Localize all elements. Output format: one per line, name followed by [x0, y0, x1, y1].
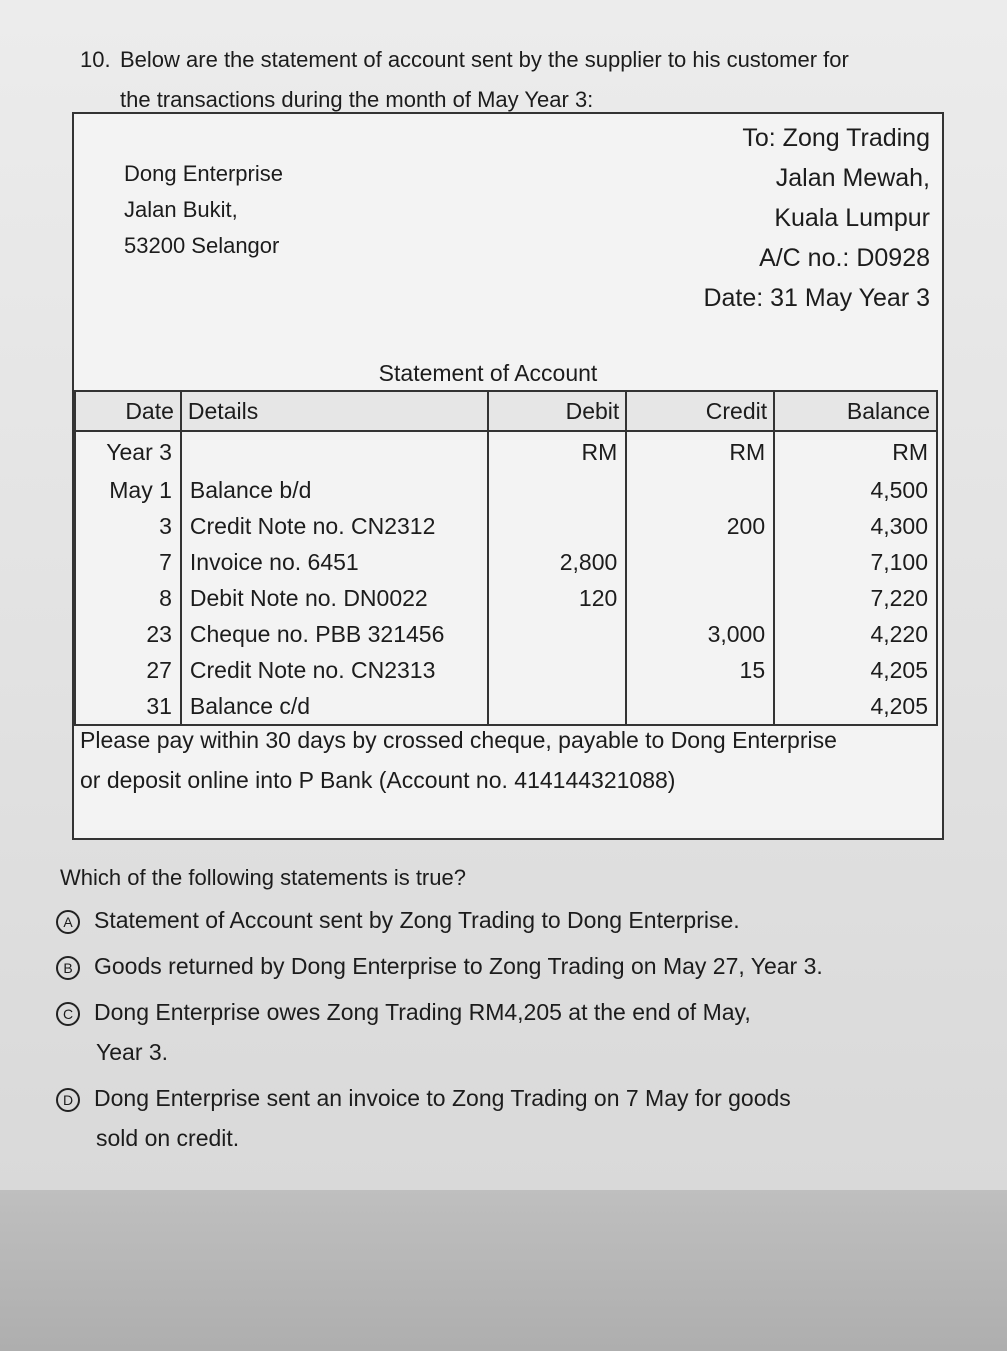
row-details: Balance c/d [181, 688, 489, 725]
account-number: A/C no.: D0928 [759, 244, 930, 272]
row-balance: 4,300 [774, 508, 937, 544]
sender-street: Jalan Bukit, [124, 197, 238, 222]
unit-row [75, 431, 937, 472]
option-a[interactable] [56, 900, 916, 940]
intro-line-2: the transactions during the month of May Year 3: [120, 87, 594, 112]
row-credit: 15 [626, 652, 774, 688]
row-credit [626, 544, 774, 580]
row-credit: 200 [626, 508, 774, 544]
row-credit [626, 580, 774, 616]
row-details: Credit Note no. CN2313 [181, 652, 489, 688]
header-details: Details [181, 391, 489, 431]
statement-document [72, 112, 944, 840]
table-row [75, 652, 937, 688]
sender-address [124, 156, 283, 264]
intro-line-1: Below are the statement of account sent by the supplier to his customer for [120, 47, 849, 72]
option-d-text-cont: sold on credit. [96, 1125, 240, 1151]
table-row [75, 616, 937, 652]
account-table [74, 390, 938, 726]
row-details: Cheque no. PBB 321456 [181, 616, 489, 652]
option-a-text: Statement of Account sent by Zong Trading to Dong Enterprise. [94, 907, 740, 933]
row-debit [488, 652, 626, 688]
sender-city: 53200 Selangor [124, 233, 280, 258]
option-b[interactable] [56, 946, 916, 986]
option-c-text: Dong Enterprise owes Zong Trading RM4,205 at the end of May, [94, 999, 751, 1025]
table-row [75, 472, 937, 508]
table-row [75, 544, 937, 580]
row-debit: 2,800 [488, 544, 626, 580]
row-debit: 120 [488, 580, 626, 616]
row-date: 3 [75, 508, 181, 544]
row-balance: 7,220 [774, 580, 937, 616]
option-d[interactable] [56, 1078, 916, 1158]
header-credit: Credit [626, 391, 774, 431]
option-d-text: Dong Enterprise sent an invoice to Zong Trading on 7 May for goods [94, 1085, 791, 1111]
unit-debit: RM [488, 431, 626, 472]
recipient-address [703, 118, 930, 318]
header-debit: Debit [488, 391, 626, 431]
statement-date: Date: 31 May Year 3 [703, 284, 930, 312]
row-date: 31 [75, 688, 181, 725]
header-date: Date [75, 391, 181, 431]
row-date: 23 [75, 616, 181, 652]
row-details: Credit Note no. CN2312 [181, 508, 489, 544]
header-balance: Balance [774, 391, 937, 431]
row-details: Balance b/d [181, 472, 489, 508]
unit-details [181, 431, 489, 472]
row-debit [488, 472, 626, 508]
unit-credit: RM [626, 431, 774, 472]
payment-note [80, 720, 930, 800]
background-surface [0, 1190, 1007, 1351]
option-c-text-cont: Year 3. [96, 1039, 169, 1065]
row-credit: 3,000 [626, 616, 774, 652]
question-number: 10. [80, 47, 111, 72]
row-date: 27 [75, 652, 181, 688]
unit-year: Year 3 [75, 431, 181, 472]
row-balance: 4,205 [774, 688, 937, 725]
recipient-street: Jalan Mewah, [775, 164, 930, 192]
option-a-marker: A [56, 910, 80, 934]
option-d-marker: D [56, 1088, 80, 1112]
option-b-marker: B [56, 956, 80, 980]
question-intro [80, 40, 960, 120]
row-details: Invoice no. 6451 [181, 544, 489, 580]
row-details: Debit Note no. DN0022 [181, 580, 489, 616]
recipient-name: To: Zong Trading [742, 124, 930, 152]
payment-note-line-2: or deposit online into P Bank (Account no. 414144321088) [80, 767, 676, 793]
row-date: 7 [75, 544, 181, 580]
table-row [75, 580, 937, 616]
row-date: 8 [75, 580, 181, 616]
row-debit [488, 508, 626, 544]
row-balance: 4,220 [774, 616, 937, 652]
unit-balance: RM [774, 431, 937, 472]
payment-note-line-1: Please pay within 30 days by crossed cheque, payable to Dong Enterprise [80, 727, 837, 753]
row-debit [488, 616, 626, 652]
sender-name: Dong Enterprise [124, 161, 283, 186]
table-row [75, 508, 937, 544]
option-c[interactable] [56, 992, 916, 1072]
row-credit [626, 472, 774, 508]
statement-title [74, 360, 942, 387]
row-date: May 1 [75, 472, 181, 508]
recipient-city: Kuala Lumpur [774, 204, 930, 232]
option-b-text: Goods returned by Dong Enterprise to Zong Trading on May 27, Year 3. [94, 953, 823, 979]
question-prompt: Which of the following statements is true? [60, 865, 466, 890]
row-balance: 4,205 [774, 652, 937, 688]
statement-title-text: Statement of Account [378, 360, 598, 386]
table-header-row [75, 391, 937, 431]
option-c-marker: C [56, 1002, 80, 1026]
row-balance: 7,100 [774, 544, 937, 580]
row-balance: 4,500 [774, 472, 937, 508]
